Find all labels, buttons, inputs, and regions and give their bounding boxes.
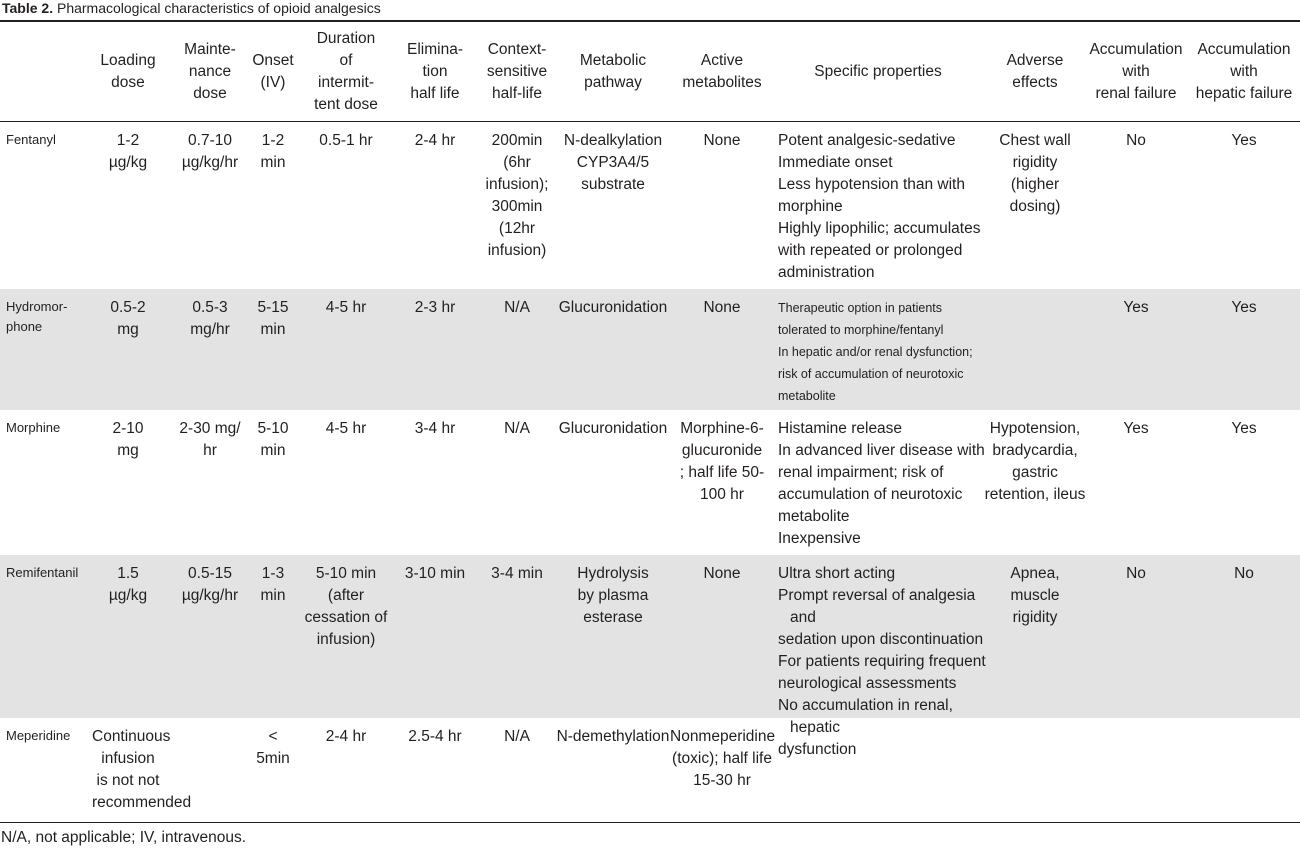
cell-line: None xyxy=(703,299,741,316)
property-line: Histamine release xyxy=(778,420,903,437)
cell-line: rigidity xyxy=(1012,154,1058,171)
cell-onset xyxy=(250,297,296,341)
header-duration xyxy=(298,22,394,121)
header-line: pathway xyxy=(584,73,642,91)
cell-context xyxy=(476,563,558,585)
cell-line: min xyxy=(260,587,286,604)
cell-line: No xyxy=(1234,565,1254,582)
cell-line: 0.5-2 xyxy=(110,299,146,316)
cell-context xyxy=(476,297,558,319)
header-line: dose xyxy=(111,73,145,91)
cell-line: 2-3 hr xyxy=(414,299,456,316)
property-line: tolerated to morphine/fentanyl xyxy=(778,323,944,337)
cell-line: 3-4 hr xyxy=(414,420,456,437)
property-item xyxy=(778,528,986,550)
property-line: with repeated or prolonged xyxy=(778,242,963,259)
cell-line: retention, ileus xyxy=(984,486,1086,503)
cell-line: bradycardia, xyxy=(992,442,1078,459)
cell-hepatic xyxy=(1190,297,1298,319)
property-line: sedation upon discontinuation xyxy=(778,631,984,648)
property-line: neurological assessments xyxy=(778,675,957,692)
cell-line: 5-10 xyxy=(257,420,289,437)
cell-line: Yes xyxy=(1231,132,1257,149)
cell-adverse xyxy=(984,418,1086,506)
header-pathway xyxy=(552,22,674,121)
cell-line: Yes xyxy=(1231,299,1257,316)
cell-specific-properties xyxy=(778,130,986,284)
cell-line: 4-5 hr xyxy=(325,299,367,316)
header-line: sensitive xyxy=(486,62,548,80)
cell-onset xyxy=(250,130,296,174)
cell-renal xyxy=(1086,297,1186,319)
cell-hepatic xyxy=(1190,130,1298,152)
cell-pathway xyxy=(552,297,674,319)
cell-line: 200min xyxy=(491,132,543,149)
cell-line: 300min xyxy=(491,198,543,215)
header-line: tent dose xyxy=(314,95,378,113)
cell-line: Hydrolysis xyxy=(577,565,649,582)
property-line: Prompt reversal of analgesia and xyxy=(778,587,976,626)
cell-line: cessation of xyxy=(304,609,388,626)
header-line: of xyxy=(339,51,353,69)
cell-line: 1-2 xyxy=(116,132,140,149)
header-line: Metabolic xyxy=(579,51,647,69)
cell-specific-properties xyxy=(778,418,986,550)
property-item xyxy=(778,440,986,528)
cell-line: Fentanyl xyxy=(6,132,56,147)
cell-line: Chest wall xyxy=(999,132,1071,149)
cell-line: 100 hr xyxy=(700,486,744,503)
cell-pathway xyxy=(552,418,674,440)
cell-line: µg/kg xyxy=(108,154,148,171)
cell-line: (toxic); half life xyxy=(672,750,772,767)
cell-line: CYP3A4/5 xyxy=(576,154,650,171)
cell-drug xyxy=(6,297,92,337)
header-line: Specific properties xyxy=(814,62,942,80)
cell-line: 15-30 hr xyxy=(693,772,751,789)
property-line: accumulation of neurotoxic xyxy=(778,486,963,503)
cell-line: < 5min xyxy=(256,728,290,767)
table-row xyxy=(0,122,1300,289)
cell-line: 2-30 mg/ xyxy=(179,420,241,437)
cell-line: µg/kg xyxy=(108,587,148,604)
header-line: Loading xyxy=(100,51,156,69)
cell-line: Meperidine xyxy=(6,728,71,743)
caption-label: Table 2. xyxy=(2,0,54,16)
cell-pathway xyxy=(552,130,674,196)
cell-line: N-dealkylation xyxy=(563,132,663,149)
cell-active xyxy=(670,297,774,319)
header-line: half life xyxy=(410,84,460,102)
property-item xyxy=(778,418,986,440)
cell-line: infusion xyxy=(101,750,155,767)
header-elim xyxy=(396,22,474,121)
cell-line: N/A xyxy=(504,728,530,745)
cell-active xyxy=(670,130,774,152)
cell-line: N/A xyxy=(504,420,530,437)
header-hepatic xyxy=(1190,22,1298,121)
property-line: risk of accumulation of neurotoxic xyxy=(778,367,964,381)
cell-renal xyxy=(1086,563,1186,585)
cell-maint xyxy=(172,418,248,462)
cell-elim xyxy=(396,418,474,440)
cell-line: Remifentanil xyxy=(6,565,79,580)
cell-drug xyxy=(6,418,92,438)
cell-line: 5-10 min xyxy=(315,565,377,582)
cell-line: 2-4 hr xyxy=(414,132,456,149)
cell-line: gastric xyxy=(1012,464,1058,481)
cell-elim xyxy=(396,563,474,585)
cell-active xyxy=(670,726,774,792)
cell-line: 2-10 xyxy=(112,420,144,437)
table-row xyxy=(0,410,1300,555)
property-line: In hepatic and/or renal dysfunction; xyxy=(778,345,973,359)
bottom-rule xyxy=(0,822,1300,823)
property-line: No accumulation in renal, hepatic xyxy=(778,697,953,736)
property-line: Highly lipophilic; accumulates xyxy=(778,220,981,237)
cell-adverse xyxy=(984,130,1086,218)
cell-elim xyxy=(396,297,474,319)
property-item xyxy=(778,218,986,284)
cell-line: by plasma xyxy=(577,587,649,604)
property-line: Less hypotension than with xyxy=(778,176,965,193)
cell-line: No xyxy=(1126,132,1146,149)
cell-line: Glucuronidation xyxy=(558,299,668,316)
header-line: nance xyxy=(188,62,232,80)
cell-line: µg/kg/hr xyxy=(181,587,239,604)
table-footnote: N/A, not applicable; IV, intravenous. xyxy=(1,829,246,846)
property-line: metabolite xyxy=(778,389,836,403)
cell-onset xyxy=(250,563,296,607)
header-adverse xyxy=(984,22,1086,121)
cell-elim xyxy=(396,726,474,748)
header-line: Active xyxy=(700,51,744,69)
cell-line: None xyxy=(703,132,741,149)
cell-line: 1.5 xyxy=(117,565,139,582)
property-line: Immediate onset xyxy=(778,154,893,171)
cell-line: mg xyxy=(117,442,139,459)
cell-loading xyxy=(92,130,164,174)
table-header xyxy=(0,22,1300,121)
cell-line: (6hr xyxy=(503,154,531,171)
cell-context xyxy=(476,726,558,748)
cell-duration xyxy=(298,418,394,440)
cell-line: N-demethylation xyxy=(556,728,670,745)
cell-line: phone xyxy=(6,319,43,334)
property-line: administration xyxy=(778,264,875,281)
cell-line: 1-2 xyxy=(261,132,285,149)
cell-line: ; half life 50- xyxy=(679,464,765,481)
header-onset xyxy=(250,22,296,121)
cell-line: min xyxy=(260,154,286,171)
cell-line: 2.5-4 hr xyxy=(408,728,462,745)
header-line: Context- xyxy=(487,40,547,58)
cell-line: 3-4 min xyxy=(491,565,543,582)
cell-line: 2-4 hr xyxy=(325,728,367,745)
cell-renal xyxy=(1086,130,1186,152)
header-line: Mainte- xyxy=(184,40,236,58)
cell-adverse xyxy=(984,563,1086,629)
cell-line: 0.5-15 xyxy=(188,565,232,582)
header-line: half-life xyxy=(492,84,542,102)
table-row xyxy=(0,718,1300,822)
property-line: In advanced liver disease with xyxy=(778,442,985,459)
cell-pathway xyxy=(552,726,674,748)
property-line: dysfunction xyxy=(778,741,857,758)
cell-line: Yes xyxy=(1123,299,1149,316)
cell-line: No xyxy=(1126,565,1146,582)
cell-line: µg/kg/hr xyxy=(181,154,239,171)
cell-line: 0.5-3 xyxy=(192,299,228,316)
cell-duration xyxy=(298,563,394,651)
header-props xyxy=(778,22,978,121)
cell-maint xyxy=(172,297,248,341)
cell-elim xyxy=(396,130,474,152)
property-item xyxy=(778,563,986,585)
property-line: Therapeutic option in patients xyxy=(778,301,942,315)
cell-drug xyxy=(6,726,92,746)
property-item xyxy=(778,174,986,218)
table-caption xyxy=(2,0,381,18)
cell-line: infusion) xyxy=(487,242,547,259)
cell-line: Hypotension, xyxy=(989,420,1081,437)
cell-line: hr xyxy=(203,442,217,459)
cell-duration xyxy=(298,726,394,748)
cell-line: is not not xyxy=(96,772,160,789)
cell-line: Continuous xyxy=(92,728,171,745)
cell-line: min xyxy=(260,321,286,338)
cell-line: 5-15 xyxy=(257,299,289,316)
cell-line: infusion) xyxy=(316,631,376,648)
cell-line: mg/hr xyxy=(190,321,230,338)
property-item xyxy=(778,152,986,174)
cell-pathway xyxy=(552,563,674,629)
cell-line: 0.7-10 xyxy=(188,132,232,149)
header-drug xyxy=(0,22,92,121)
cell-onset xyxy=(250,726,296,770)
cell-line: Nonmeperidine xyxy=(670,728,776,745)
property-item xyxy=(778,130,986,152)
header-maint xyxy=(172,22,248,121)
cell-line: glucuronide xyxy=(681,442,763,459)
cell-line: 4-5 hr xyxy=(325,420,367,437)
header-line: with xyxy=(1122,62,1150,80)
cell-line: Apnea, muscle xyxy=(1010,565,1060,604)
cell-line: esterase xyxy=(583,609,643,626)
cell-line: rigidity xyxy=(1012,609,1058,626)
header-line: Accumulation xyxy=(1089,40,1183,58)
cell-line: Yes xyxy=(1123,420,1149,437)
cell-line: (higher xyxy=(1010,176,1060,193)
header-renal xyxy=(1086,22,1186,121)
caption-text: Pharmacological characteristics of opioid analgesics xyxy=(53,0,381,16)
cell-line: Morphine xyxy=(6,420,61,435)
cell-line: min xyxy=(260,442,286,459)
header-line: effects xyxy=(1012,73,1058,91)
cell-drug xyxy=(6,563,92,583)
header-line: Adverse xyxy=(1006,51,1064,69)
cell-maint xyxy=(172,563,248,607)
cell-renal xyxy=(1086,418,1186,440)
header-line: renal failure xyxy=(1095,84,1177,102)
property-item xyxy=(778,297,986,341)
cell-line: infusion); xyxy=(485,176,549,193)
header-line: intermit- xyxy=(318,73,374,91)
table-row xyxy=(0,289,1300,410)
property-line: Potent analgesic-sedative xyxy=(778,132,956,149)
header-line: with xyxy=(1230,62,1258,80)
cell-line: None xyxy=(703,565,741,582)
cell-line: 1-3 xyxy=(261,565,285,582)
header-active xyxy=(670,22,774,121)
cell-line: (12hr xyxy=(498,220,536,237)
property-item xyxy=(778,585,986,651)
cell-active xyxy=(670,418,774,506)
cell-line: mg xyxy=(117,321,139,338)
header-line: metabolites xyxy=(682,73,762,91)
cell-loading xyxy=(92,297,164,341)
cell-loading xyxy=(92,418,164,462)
cell-line: 0.5-1 hr xyxy=(319,132,373,149)
property-line: Ultra short acting xyxy=(778,565,896,582)
cell-line: Glucuronidation xyxy=(558,420,668,437)
cell-line: 3-10 min xyxy=(404,565,466,582)
header-line: dose xyxy=(193,84,227,102)
cell-loading xyxy=(92,563,164,607)
property-line: Inexpensive xyxy=(778,530,861,547)
header-line: Accumulation xyxy=(1197,40,1291,58)
cell-specific-properties xyxy=(778,297,986,407)
cell-duration xyxy=(298,297,394,319)
property-line: renal impairment; risk of xyxy=(778,464,944,481)
cell-line: Hydromor- xyxy=(6,299,68,314)
header-loading xyxy=(92,22,164,121)
cell-active xyxy=(670,563,774,585)
header-line: Elimina- xyxy=(407,40,463,58)
header-line: tion xyxy=(422,62,448,80)
header-line: hepatic failure xyxy=(1195,84,1293,102)
header-line: Onset xyxy=(252,51,294,69)
cell-drug xyxy=(6,130,92,150)
cell-line: recommended xyxy=(92,794,192,811)
cell-line: Yes xyxy=(1231,420,1257,437)
property-line: For patients requiring frequent xyxy=(778,653,986,670)
cell-context xyxy=(476,130,558,262)
property-line: metabolite xyxy=(778,508,850,525)
cell-line: substrate xyxy=(581,176,645,193)
cell-duration xyxy=(298,130,394,152)
cell-line: (after xyxy=(327,587,365,604)
cell-line: Morphine-6- xyxy=(680,420,764,437)
cell-line: dosing) xyxy=(1009,198,1061,215)
cell-hepatic xyxy=(1190,563,1298,585)
header-line: Duration xyxy=(316,29,376,47)
cell-hepatic xyxy=(1190,418,1298,440)
property-item xyxy=(778,341,986,407)
header-line: (IV) xyxy=(260,73,286,91)
cell-context xyxy=(476,418,558,440)
cell-onset xyxy=(250,418,296,462)
property-line: morphine xyxy=(778,198,843,215)
cell-maint xyxy=(172,130,248,174)
cell-line: N/A xyxy=(504,299,530,316)
property-item xyxy=(778,651,986,695)
header-context xyxy=(476,22,558,121)
cell-loading xyxy=(92,726,192,814)
